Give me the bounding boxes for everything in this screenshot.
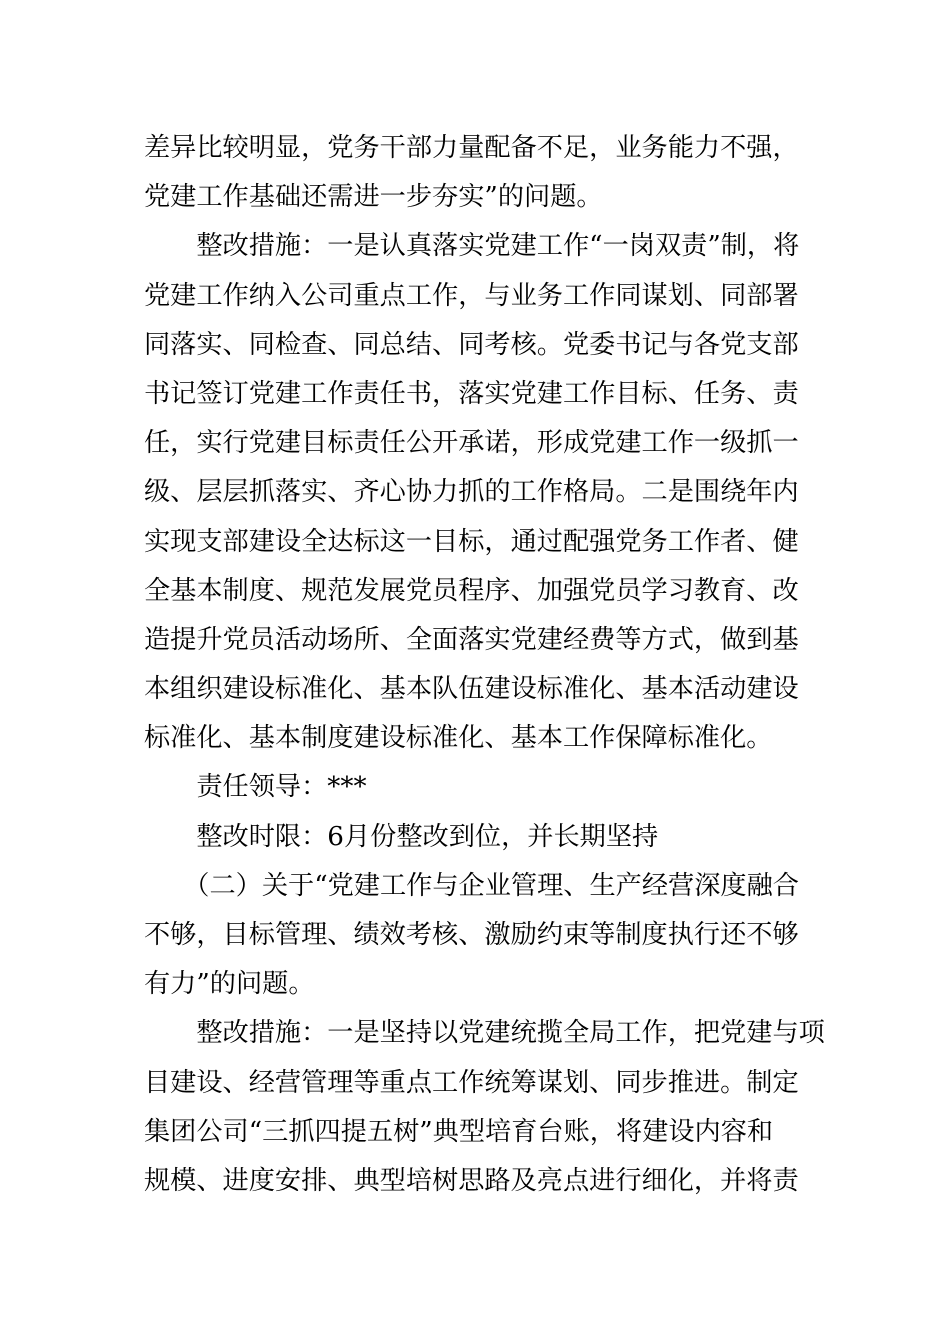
document-body: [144, 124, 825, 1206]
text-line: 有力”的问题。: [144, 969, 315, 1000]
text-line: 造提升党员活动场所、全面落实党建经费等方式，做到基: [144, 624, 799, 655]
text-line: 党建工作基础还需进一步夯实”的问题。: [144, 182, 603, 213]
text-line: 规模、进度安排、典型培树思路及亮点进行细化，并将责: [144, 1165, 799, 1196]
text-line: 实现支部建设全达标这一目标，通过配强党务工作者、健: [144, 526, 799, 557]
text-line: 整改措施：一是坚持以党建统揽全局工作，把党建与项: [144, 1018, 825, 1049]
text-line: 同落实、同检查、同总结、同考核。党委书记与各党支部: [144, 329, 799, 360]
text-line: 责任领导：***: [144, 772, 367, 803]
text-line: 集团公司“三抓四提五树”典型培育台账，将建设内容和: [144, 1116, 774, 1147]
text-line: （二）关于“党建工作与企业管理、生产经营深度融合: [144, 870, 799, 901]
text-line: 目建设、经营管理等重点工作统筹谋划、同步推进。制定: [144, 1067, 799, 1098]
text-line: 级、层层抓落实、齐心协力抓的工作格局。二是围绕年内: [144, 477, 799, 508]
text-line: 本组织建设标准化、基本队伍建设标准化、基本活动建设: [144, 674, 799, 705]
text-line: 党建工作纳入公司重点工作，与业务工作同谋划、同部署: [144, 280, 799, 311]
text-line: 书记签订党建工作责任书，落实党建工作目标、任务、责: [144, 378, 799, 409]
text-line: 任，实行党建目标责任公开承诺，形成党建工作一级抓一: [144, 428, 799, 459]
text-line: 全基本制度、规范发展党员程序、加强党员学习教育、改: [144, 575, 799, 606]
text-line: 整改时限：6月份整改到位，并长期坚持: [144, 821, 659, 852]
text-line: 不够，目标管理、绩效考核、激励约束等制度执行还不够: [144, 920, 799, 950]
text-line: 标准化、基本制度建设标准化、基本工作保障标准化。: [144, 723, 773, 754]
text-line: 差异比较明显，党务干部力量配备不足，业务能力不强，: [144, 133, 799, 163]
text-line: 整改措施：一是认真落实党建工作“一岗双责”制，将: [144, 231, 800, 262]
